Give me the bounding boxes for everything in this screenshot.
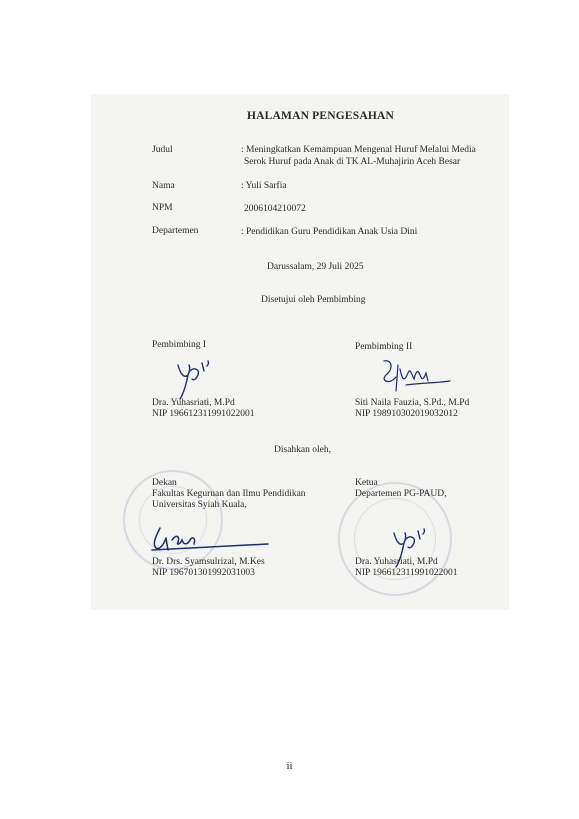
- dean-university: Universitas Syiah Kuala,: [152, 500, 247, 510]
- head-title: Ketua: [355, 478, 378, 488]
- label-departemen: Departemen: [152, 226, 199, 236]
- value-judul-line2: Serok Huruf pada Anak di TK AL-Muhajirin Aceh Besar: [244, 157, 461, 167]
- dean-title: Dekan: [152, 478, 177, 488]
- value-nama: : Yuli Sarfia: [241, 181, 287, 191]
- approved-by-heading: Disetujui oleh Pembimbing: [261, 295, 366, 305]
- label-npm: NPM: [152, 203, 173, 213]
- value-judul-line1: : Meningkatkan Kemampuan Mengenal Huruf Melalui Media: [241, 145, 476, 155]
- place-date: Darussalam, 29 Juli 2025: [267, 262, 364, 272]
- value-departemen: : Pendidikan Guru Pendidikan Anak Usia Dini: [241, 227, 418, 237]
- ratified-by-heading: Disahkan oleh,: [274, 445, 331, 455]
- supervisor2-name: Siti Naila Fauzia, S.Pd., M.Pd: [355, 398, 470, 408]
- supervisor2-role: Pembimbing II: [355, 342, 413, 352]
- signature-supervisor2: [376, 355, 456, 399]
- value-npm: 2006104210072: [244, 204, 306, 214]
- label-judul: Judul: [152, 145, 173, 155]
- supervisor2-nip: NIP 198910302019032012: [355, 409, 458, 419]
- supervisor1-name: Dra. Yuhasriati, M.Pd: [152, 398, 235, 408]
- head-name: Dra. Yuhasriati, M.Pd: [355, 557, 438, 567]
- head-nip: NIP 196612311991022001: [355, 568, 458, 578]
- signature-dean: [146, 522, 276, 556]
- page-number: ii: [286, 760, 293, 772]
- dean-faculty: Fakultas Keguruan dan Ilmu Pendidikan: [152, 489, 306, 499]
- page-title: HALAMAN PENGESAHAN: [247, 110, 395, 122]
- supervisor1-role: Pembimbing I: [152, 340, 207, 350]
- label-nama: Nama: [152, 181, 175, 191]
- dean-name: Dr. Drs. Syamsulrizal, M.Kes: [152, 557, 265, 567]
- supervisor1-nip: NIP 196612311991022001: [152, 409, 255, 419]
- head-department: Departemen PG-PAUD,: [355, 489, 447, 499]
- dean-nip: NIP 196701301992031003: [152, 568, 255, 578]
